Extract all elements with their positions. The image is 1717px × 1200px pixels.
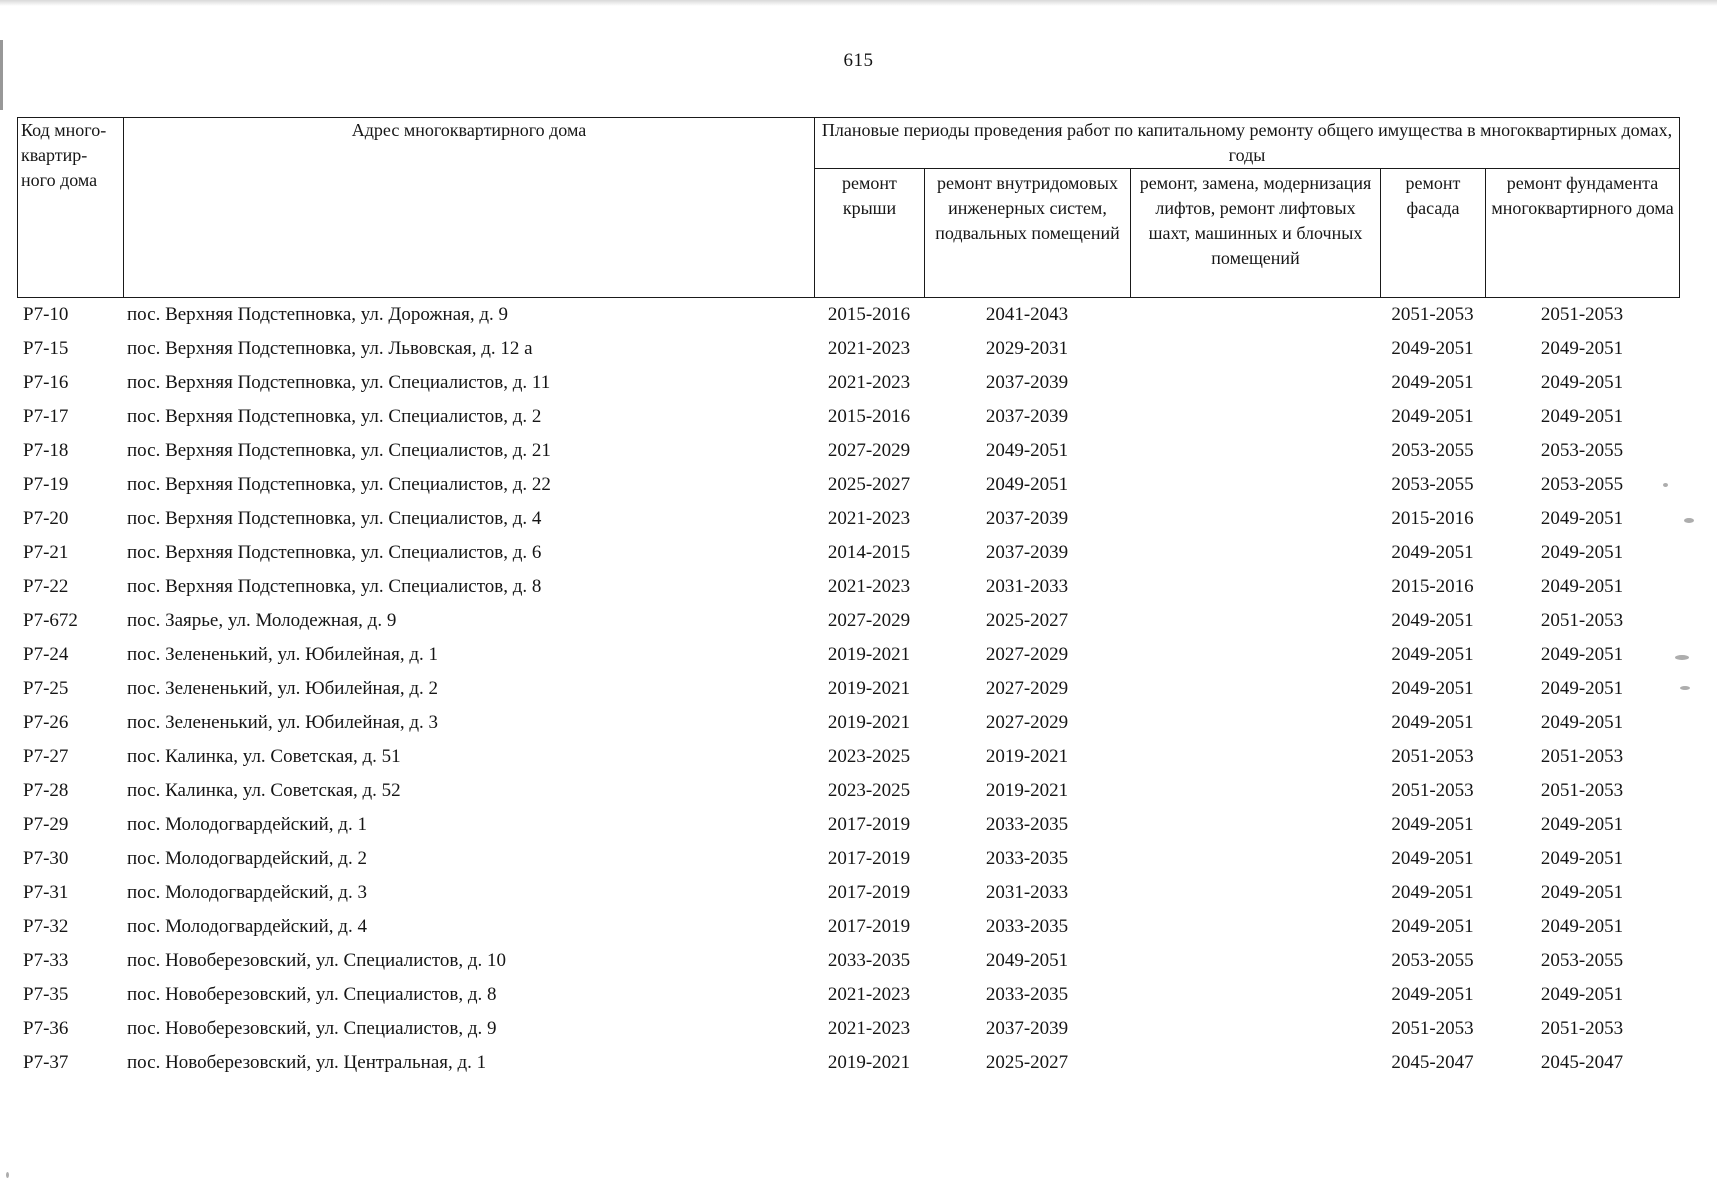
cell-foundation: 2049-2051: [1540, 508, 1624, 529]
cell-facade: 2049-2051: [1391, 848, 1474, 869]
cell-code: Р7-29: [23, 814, 69, 835]
cell-roof: 2019-2021: [827, 644, 911, 665]
scan-speck: [1663, 483, 1668, 487]
cell-code: Р7-26: [23, 712, 69, 733]
table-row: [17, 332, 1679, 366]
cell-address: пос. Зелененький, ул. Юбилейная, д. 1: [127, 644, 439, 665]
cell-facade: 2049-2051: [1391, 644, 1474, 665]
cell-roof: 2019-2021: [827, 1052, 911, 1073]
table-row: [17, 1012, 1679, 1046]
data-table: [17, 298, 1679, 1080]
header-roof: ремонт крыши: [815, 169, 925, 298]
cell-engineering: 2049-2051: [985, 950, 1069, 971]
cell-foundation: 2049-2051: [1540, 848, 1624, 869]
cell-lifts: [1130, 842, 1380, 876]
header-lifts: ремонт, замена, модернизация лифтов, ремонт лифтовых шахт, машинных и блочных помещений: [1131, 169, 1381, 298]
cell-engineering: 2027-2029: [985, 644, 1069, 665]
cell-foundation: 2049-2051: [1540, 576, 1624, 597]
cell-facade: 2049-2051: [1391, 610, 1474, 631]
cell-facade: 2049-2051: [1391, 542, 1474, 563]
scan-speck: [1684, 518, 1694, 523]
cell-engineering: 2037-2039: [985, 542, 1069, 563]
data-table-body: [17, 298, 1679, 1080]
cell-engineering: 2033-2035: [985, 848, 1069, 869]
cell-roof: 2017-2019: [827, 916, 911, 937]
table-row: [17, 1046, 1679, 1080]
cell-code: Р7-25: [23, 678, 69, 699]
cell-facade: 2051-2053: [1391, 304, 1474, 325]
cell-lifts: [1130, 298, 1380, 332]
cell-address: пос. Верхняя Подстепновка, ул. Львовская, д. 12 а: [127, 338, 533, 359]
cell-foundation: 2049-2051: [1540, 712, 1624, 733]
table-row: [17, 366, 1679, 400]
cell-roof: 2017-2019: [827, 814, 911, 835]
cell-address: пос. Заярье, ул. Молодежная, д. 9: [127, 610, 397, 631]
page-number: 615: [843, 50, 874, 71]
cell-foundation: 2049-2051: [1540, 338, 1624, 359]
cell-facade: 2053-2055: [1391, 440, 1474, 461]
cell-code: Р7-22: [23, 576, 69, 597]
header-address: Адрес многоквартирного дома: [124, 118, 815, 298]
table-row: [17, 978, 1679, 1012]
cell-code: Р7-10: [23, 304, 69, 325]
cell-facade: 2045-2047: [1391, 1052, 1474, 1073]
cell-facade: 2049-2051: [1391, 338, 1474, 359]
cell-code: Р7-16: [23, 372, 69, 393]
cell-roof: 2021-2023: [827, 576, 911, 597]
cell-facade: 2049-2051: [1391, 882, 1474, 903]
cell-code: Р7-32: [23, 916, 69, 937]
cell-facade: 2051-2053: [1391, 1018, 1474, 1039]
table-row: [17, 400, 1679, 434]
table-row: [17, 536, 1679, 570]
cell-address: пос. Верхняя Подстепновка, ул. Специалистов, д. 8: [127, 576, 542, 597]
cell-foundation: 2049-2051: [1540, 678, 1624, 699]
cell-facade: 2053-2055: [1391, 950, 1474, 971]
cell-foundation: 2051-2053: [1540, 1018, 1624, 1039]
cell-address: пос. Новоберезовский, ул. Специалистов, д. 10: [127, 950, 507, 971]
cell-address: пос. Калинка, ул. Советская, д. 52: [127, 780, 401, 801]
cell-engineering: 2037-2039: [985, 1018, 1069, 1039]
cell-code: Р7-35: [23, 984, 69, 1005]
cell-lifts: [1130, 1046, 1380, 1080]
cell-code: Р7-18: [23, 440, 69, 461]
cell-roof: 2027-2029: [827, 440, 911, 461]
table-row: [17, 468, 1679, 502]
table-row: [17, 808, 1679, 842]
cell-code: Р7-27: [23, 746, 69, 767]
cell-lifts: [1130, 978, 1380, 1012]
table-row: [17, 910, 1679, 944]
cell-roof: 2017-2019: [827, 848, 911, 869]
header-foundation: ремонт фундамента многоквартирного дома: [1486, 169, 1680, 298]
cell-engineering: 2019-2021: [985, 780, 1069, 801]
cell-facade: 2015-2016: [1391, 508, 1474, 529]
cell-code: Р7-30: [23, 848, 69, 869]
table-row: [17, 944, 1679, 978]
cell-code: Р7-37: [23, 1052, 69, 1073]
cell-facade: 2049-2051: [1391, 678, 1474, 699]
cell-facade: 2051-2053: [1391, 780, 1474, 801]
cell-engineering: 2029-2031: [985, 338, 1069, 359]
cell-roof: 2023-2025: [827, 780, 911, 801]
cell-foundation: 2051-2053: [1540, 610, 1624, 631]
cell-address: пос. Зелененький, ул. Юбилейная, д. 3: [127, 712, 439, 733]
cell-code: Р7-31: [23, 882, 69, 903]
cell-address: пос. Молодогвардейский, д. 4: [127, 916, 367, 937]
cell-engineering: 2049-2051: [985, 440, 1069, 461]
cell-engineering: 2033-2035: [985, 984, 1069, 1005]
cell-address: пос. Верхняя Подстепновка, ул. Дорожная, д. 9: [127, 304, 509, 325]
cell-lifts: [1130, 740, 1380, 774]
cell-lifts: [1130, 468, 1380, 502]
cell-foundation: 2053-2055: [1540, 474, 1624, 495]
cell-engineering: 2019-2021: [985, 746, 1069, 767]
table-row: [17, 502, 1679, 536]
cell-address: пос. Верхняя Подстепновка, ул. Специалистов, д. 21: [127, 440, 551, 461]
cell-facade: 2049-2051: [1391, 916, 1474, 937]
cell-lifts: [1130, 366, 1380, 400]
cell-address: пос. Новоберезовский, ул. Центральная, д. 1: [127, 1052, 487, 1073]
table-header: [17, 117, 1680, 298]
cell-lifts: [1130, 944, 1380, 978]
cell-foundation: 2045-2047: [1540, 1052, 1624, 1073]
cell-roof: 2033-2035: [827, 950, 911, 971]
cell-lifts: [1130, 400, 1380, 434]
table-row: [17, 570, 1679, 604]
cell-foundation: 2049-2051: [1540, 984, 1624, 1005]
cell-address: пос. Верхняя Подстепновка, ул. Специалистов, д. 11: [127, 372, 551, 393]
scan-edge-top: [0, 0, 1717, 6]
cell-facade: 2015-2016: [1391, 576, 1474, 597]
cell-foundation: 2053-2055: [1540, 440, 1624, 461]
cell-code: Р7-672: [23, 610, 78, 631]
cell-roof: 2027-2029: [827, 610, 911, 631]
cell-foundation: 2049-2051: [1540, 916, 1624, 937]
cell-lifts: [1130, 808, 1380, 842]
cell-facade: 2049-2051: [1391, 372, 1474, 393]
cell-engineering: 2031-2033: [985, 576, 1069, 597]
cell-engineering: 2033-2035: [985, 916, 1069, 937]
cell-address: пос. Верхняя Подстепновка, ул. Специалистов, д. 2: [127, 406, 542, 427]
cell-foundation: 2049-2051: [1540, 814, 1624, 835]
cell-lifts: [1130, 1012, 1380, 1046]
cell-engineering: 2041-2043: [985, 304, 1069, 325]
cell-address: пос. Калинка, ул. Советская, д. 51: [127, 746, 401, 767]
cell-foundation: 2049-2051: [1540, 372, 1624, 393]
scan-speck: [6, 1172, 9, 1178]
cell-roof: 2017-2019: [827, 882, 911, 903]
table-row: [17, 740, 1679, 774]
cell-roof: 2021-2023: [827, 984, 911, 1005]
cell-lifts: [1130, 910, 1380, 944]
cell-engineering: 2033-2035: [985, 814, 1069, 835]
cell-lifts: [1130, 536, 1380, 570]
cell-lifts: [1130, 774, 1380, 808]
cell-facade: 2049-2051: [1391, 406, 1474, 427]
cell-roof: 2021-2023: [827, 372, 911, 393]
cell-foundation: 2049-2051: [1540, 406, 1624, 427]
cell-address: пос. Верхняя Подстепновка, ул. Специалистов, д. 6: [127, 542, 542, 563]
cell-lifts: [1130, 672, 1380, 706]
cell-roof: 2019-2021: [827, 678, 911, 699]
table-row: [17, 604, 1679, 638]
scan-speck: [1680, 686, 1690, 690]
cell-lifts: [1130, 638, 1380, 672]
cell-lifts: [1130, 502, 1380, 536]
cell-address: пос. Верхняя Подстепновка, ул. Специалистов, д. 22: [127, 474, 551, 495]
cell-address: пос. Молодогвардейский, д. 3: [127, 882, 367, 903]
cell-engineering: 2031-2033: [985, 882, 1069, 903]
cell-code: Р7-36: [23, 1018, 69, 1039]
cell-roof: 2023-2025: [827, 746, 911, 767]
cell-foundation: 2051-2053: [1540, 780, 1624, 801]
cell-lifts: [1130, 332, 1380, 366]
table-row: [17, 672, 1679, 706]
cell-facade: 2049-2051: [1391, 984, 1474, 1005]
table-row: [17, 298, 1679, 332]
cell-roof: 2021-2023: [827, 508, 911, 529]
cell-foundation: 2053-2055: [1540, 950, 1624, 971]
cell-code: Р7-19: [23, 474, 69, 495]
cell-foundation: 2051-2053: [1540, 746, 1624, 767]
cell-engineering: 2025-2027: [985, 1052, 1069, 1073]
cell-engineering: 2027-2029: [985, 678, 1069, 699]
cell-roof: 2014-2015: [827, 542, 911, 563]
cell-roof: 2025-2027: [827, 474, 911, 495]
cell-address: пос. Молодогвардейский, д. 1: [127, 814, 367, 835]
cell-foundation: 2049-2051: [1540, 882, 1624, 903]
cell-engineering: 2027-2029: [985, 712, 1069, 733]
table-row: [17, 774, 1679, 808]
cell-facade: 2049-2051: [1391, 814, 1474, 835]
table-row: [17, 842, 1679, 876]
cell-code: Р7-28: [23, 780, 69, 801]
cell-lifts: [1130, 570, 1380, 604]
cell-facade: 2053-2055: [1391, 474, 1474, 495]
table-row: [17, 638, 1679, 672]
cell-roof: 2015-2016: [827, 406, 911, 427]
cell-address: пос. Верхняя Подстепновка, ул. Специалистов, д. 4: [127, 508, 542, 529]
table-row: [17, 434, 1679, 468]
cell-code: Р7-21: [23, 542, 69, 563]
cell-foundation: 2049-2051: [1540, 644, 1624, 665]
cell-roof: 2021-2023: [827, 1018, 911, 1039]
header-facade: ремонт фасада: [1381, 169, 1486, 298]
cell-lifts: [1130, 604, 1380, 638]
cell-engineering: 2049-2051: [985, 474, 1069, 495]
table-row: [17, 876, 1679, 910]
cell-roof: 2015-2016: [827, 304, 911, 325]
cell-facade: 2051-2053: [1391, 746, 1474, 767]
cell-facade: 2049-2051: [1391, 712, 1474, 733]
cell-code: Р7-17: [23, 406, 69, 427]
cell-lifts: [1130, 876, 1380, 910]
scan-speck: [1675, 655, 1689, 660]
cell-address: пос. Молодогвардейский, д. 2: [127, 848, 367, 869]
header-code: Код много-квартир-ного дома: [18, 118, 124, 298]
table-row: [17, 706, 1679, 740]
cell-engineering: 2037-2039: [985, 508, 1069, 529]
cell-foundation: 2049-2051: [1540, 542, 1624, 563]
cell-lifts: [1130, 706, 1380, 740]
cell-code: Р7-24: [23, 644, 69, 665]
cell-address: пос. Новоберезовский, ул. Специалистов, д. 9: [127, 1018, 497, 1039]
cell-foundation: 2051-2053: [1540, 304, 1624, 325]
cell-code: Р7-20: [23, 508, 69, 529]
cell-engineering: 2037-2039: [985, 406, 1069, 427]
cell-address: пос. Зелененький, ул. Юбилейная, д. 2: [127, 678, 439, 699]
cell-lifts: [1130, 434, 1380, 468]
cell-address: пос. Новоберезовский, ул. Специалистов, д. 8: [127, 984, 497, 1005]
cell-code: Р7-33: [23, 950, 69, 971]
cell-engineering: 2037-2039: [985, 372, 1069, 393]
cell-roof: 2021-2023: [827, 338, 911, 359]
cell-roof: 2019-2021: [827, 712, 911, 733]
header-engineering: ремонт внутридомовых инженерных систем, подвальных помещений: [925, 169, 1131, 298]
cell-code: Р7-15: [23, 338, 69, 359]
cell-engineering: 2025-2027: [985, 610, 1069, 631]
header-periods: Плановые периоды проведения работ по капитальному ремонту общего имущества в многоквартирных домах, годы: [815, 118, 1680, 169]
